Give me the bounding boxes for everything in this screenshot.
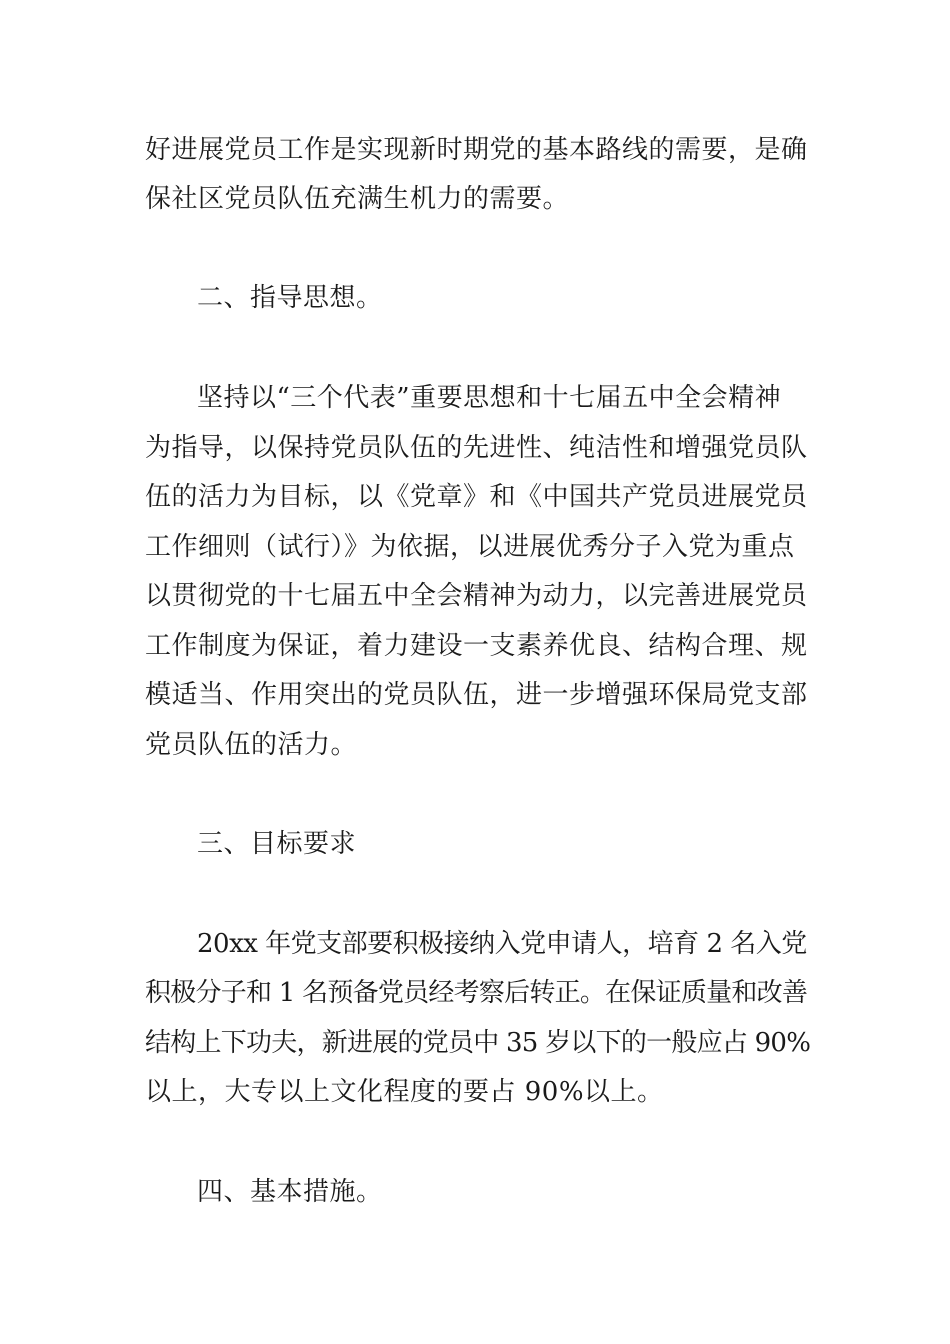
paragraph-line: 积极分子和 1 名预备党员经考察后转正。在保证质量和改善 xyxy=(145,978,808,1008)
paragraph-line: 结构上下功夫，新进展的党员中 35 岁以下的一般应占 90% xyxy=(145,1028,811,1058)
paragraph-line: 为指导，以保持党员队伍的先进性、纯洁性和增强党员队 xyxy=(145,433,808,463)
section-heading: 四、基本措施。 xyxy=(197,1177,383,1207)
paragraph-line: 坚持以“三个代表”重要思想和十七届五中全会精神 xyxy=(197,383,782,413)
section-heading: 三、目标要求 xyxy=(197,829,357,859)
paragraph-line: 以贯彻党的十七届五中全会精神为动力，以完善进展党员 xyxy=(145,581,808,611)
paragraph-line: 党员队伍的活力。 xyxy=(145,730,358,760)
paragraph-line: 20xx 年党支部要积极接纳入党申请人，培育 2 名入党 xyxy=(197,929,807,959)
paragraph-line: 工作制度为保证，着力建设一支素养优良、结构合理、规 xyxy=(145,631,808,661)
paragraph-line: 工作细则（试行）》为依据，以进展优秀分子入党为重点 xyxy=(145,532,795,562)
paragraph-line: 保社区党员队伍充满生机力的需要。 xyxy=(145,184,570,214)
paragraph-line: 模适当、作用突出的党员队伍，进一步增强环保局党支部 xyxy=(145,680,808,710)
paragraph-line: 好进展党员工作是实现新时期党的基本路线的需要，是确 xyxy=(145,135,808,165)
paragraph-line: 以上，大专以上文化程度的要占 90%以上。 xyxy=(145,1077,664,1107)
paragraph-line: 伍的活力为目标，以《党章》和《中国共产党员进展党员 xyxy=(145,482,808,512)
section-heading: 二、指导思想。 xyxy=(197,283,383,313)
